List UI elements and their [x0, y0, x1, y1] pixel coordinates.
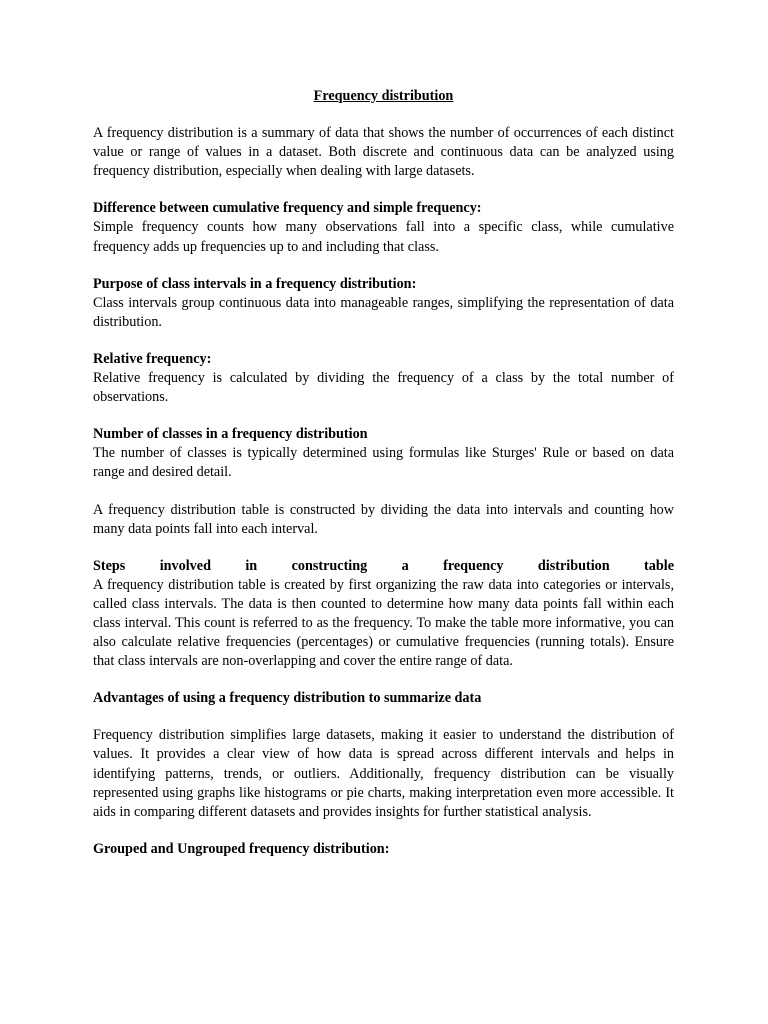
table-construction-paragraph: A frequency distribution table is constructed by dividing the data into intervals and counting how many data points fall into each interval. — [93, 501, 674, 537]
section-cumulative-vs-simple — [93, 199, 674, 256]
section-heading: Relative frequency: — [93, 350, 212, 367]
section-steps — [93, 557, 674, 672]
section-relative-frequency — [93, 350, 674, 407]
section-number-of-classes — [93, 425, 674, 482]
intro-paragraph: A frequency distribution is a summary of data that shows the number of occurrences of each distinct value or range of values in a dataset. Both discrete and continuous data can be analyzed using frequency distribution, especially when dealing with large datasets. — [93, 125, 674, 180]
advantages-paragraph: Frequency distribution simplifies large datasets, making it easier to understand the distribution of values. It provides a clear view of how data is spread across different intervals and helps in identifying patterns, trends, or outliers. Additionally, frequency distribution can be visually represented using graphs like histograms or pie charts, making interpretation even more accessible. It aids in comparing different datasets and provides insights for further statistical analysis. — [93, 727, 674, 820]
section-heading: Advantages of using a frequency distribution to summarize data — [93, 690, 482, 707]
section-body: Simple frequency counts how many observations fall into a specific class, while cumulative frequency adds up frequencies up to and including that class. — [93, 219, 674, 255]
document-title: Frequency distribution — [313, 88, 454, 104]
section-heading: Purpose of class intervals in a frequency distribution: — [93, 275, 417, 292]
section-heading: Steps involved in constructing a frequency distribution table — [93, 557, 674, 574]
section-heading: Number of classes in a frequency distribution — [93, 426, 368, 443]
document-page — [93, 87, 674, 877]
section-body: A frequency distribution table is created by first organizing the raw data into categories or intervals, called class intervals. The data is then counted to determine how many data points fall within each class interval. This count is referred to as the frequency. To make the table more informative, you can also calculate relative frequencies (percentages) or cumulative frequencies (running totals). Ensure that class intervals are non-overlapping and cover the entire range of data. — [93, 576, 674, 670]
section-body: The number of classes is typically determined using formulas like Sturges' Rule or based on data range and desired detail. — [93, 445, 674, 481]
section-body: Class intervals group continuous data into manageable ranges, simplifying the representation of data distribution. — [93, 294, 674, 330]
section-body: Relative frequency is calculated by dividing the frequency of a class by the total number of observations. — [93, 370, 674, 406]
section-grouped-ungrouped — [93, 840, 674, 859]
section-heading: Difference between cumulative frequency and simple frequency: — [93, 200, 482, 217]
section-class-intervals — [93, 275, 674, 332]
section-advantages-heading — [93, 689, 674, 708]
section-heading: Grouped and Ungrouped frequency distribution: — [93, 840, 390, 857]
